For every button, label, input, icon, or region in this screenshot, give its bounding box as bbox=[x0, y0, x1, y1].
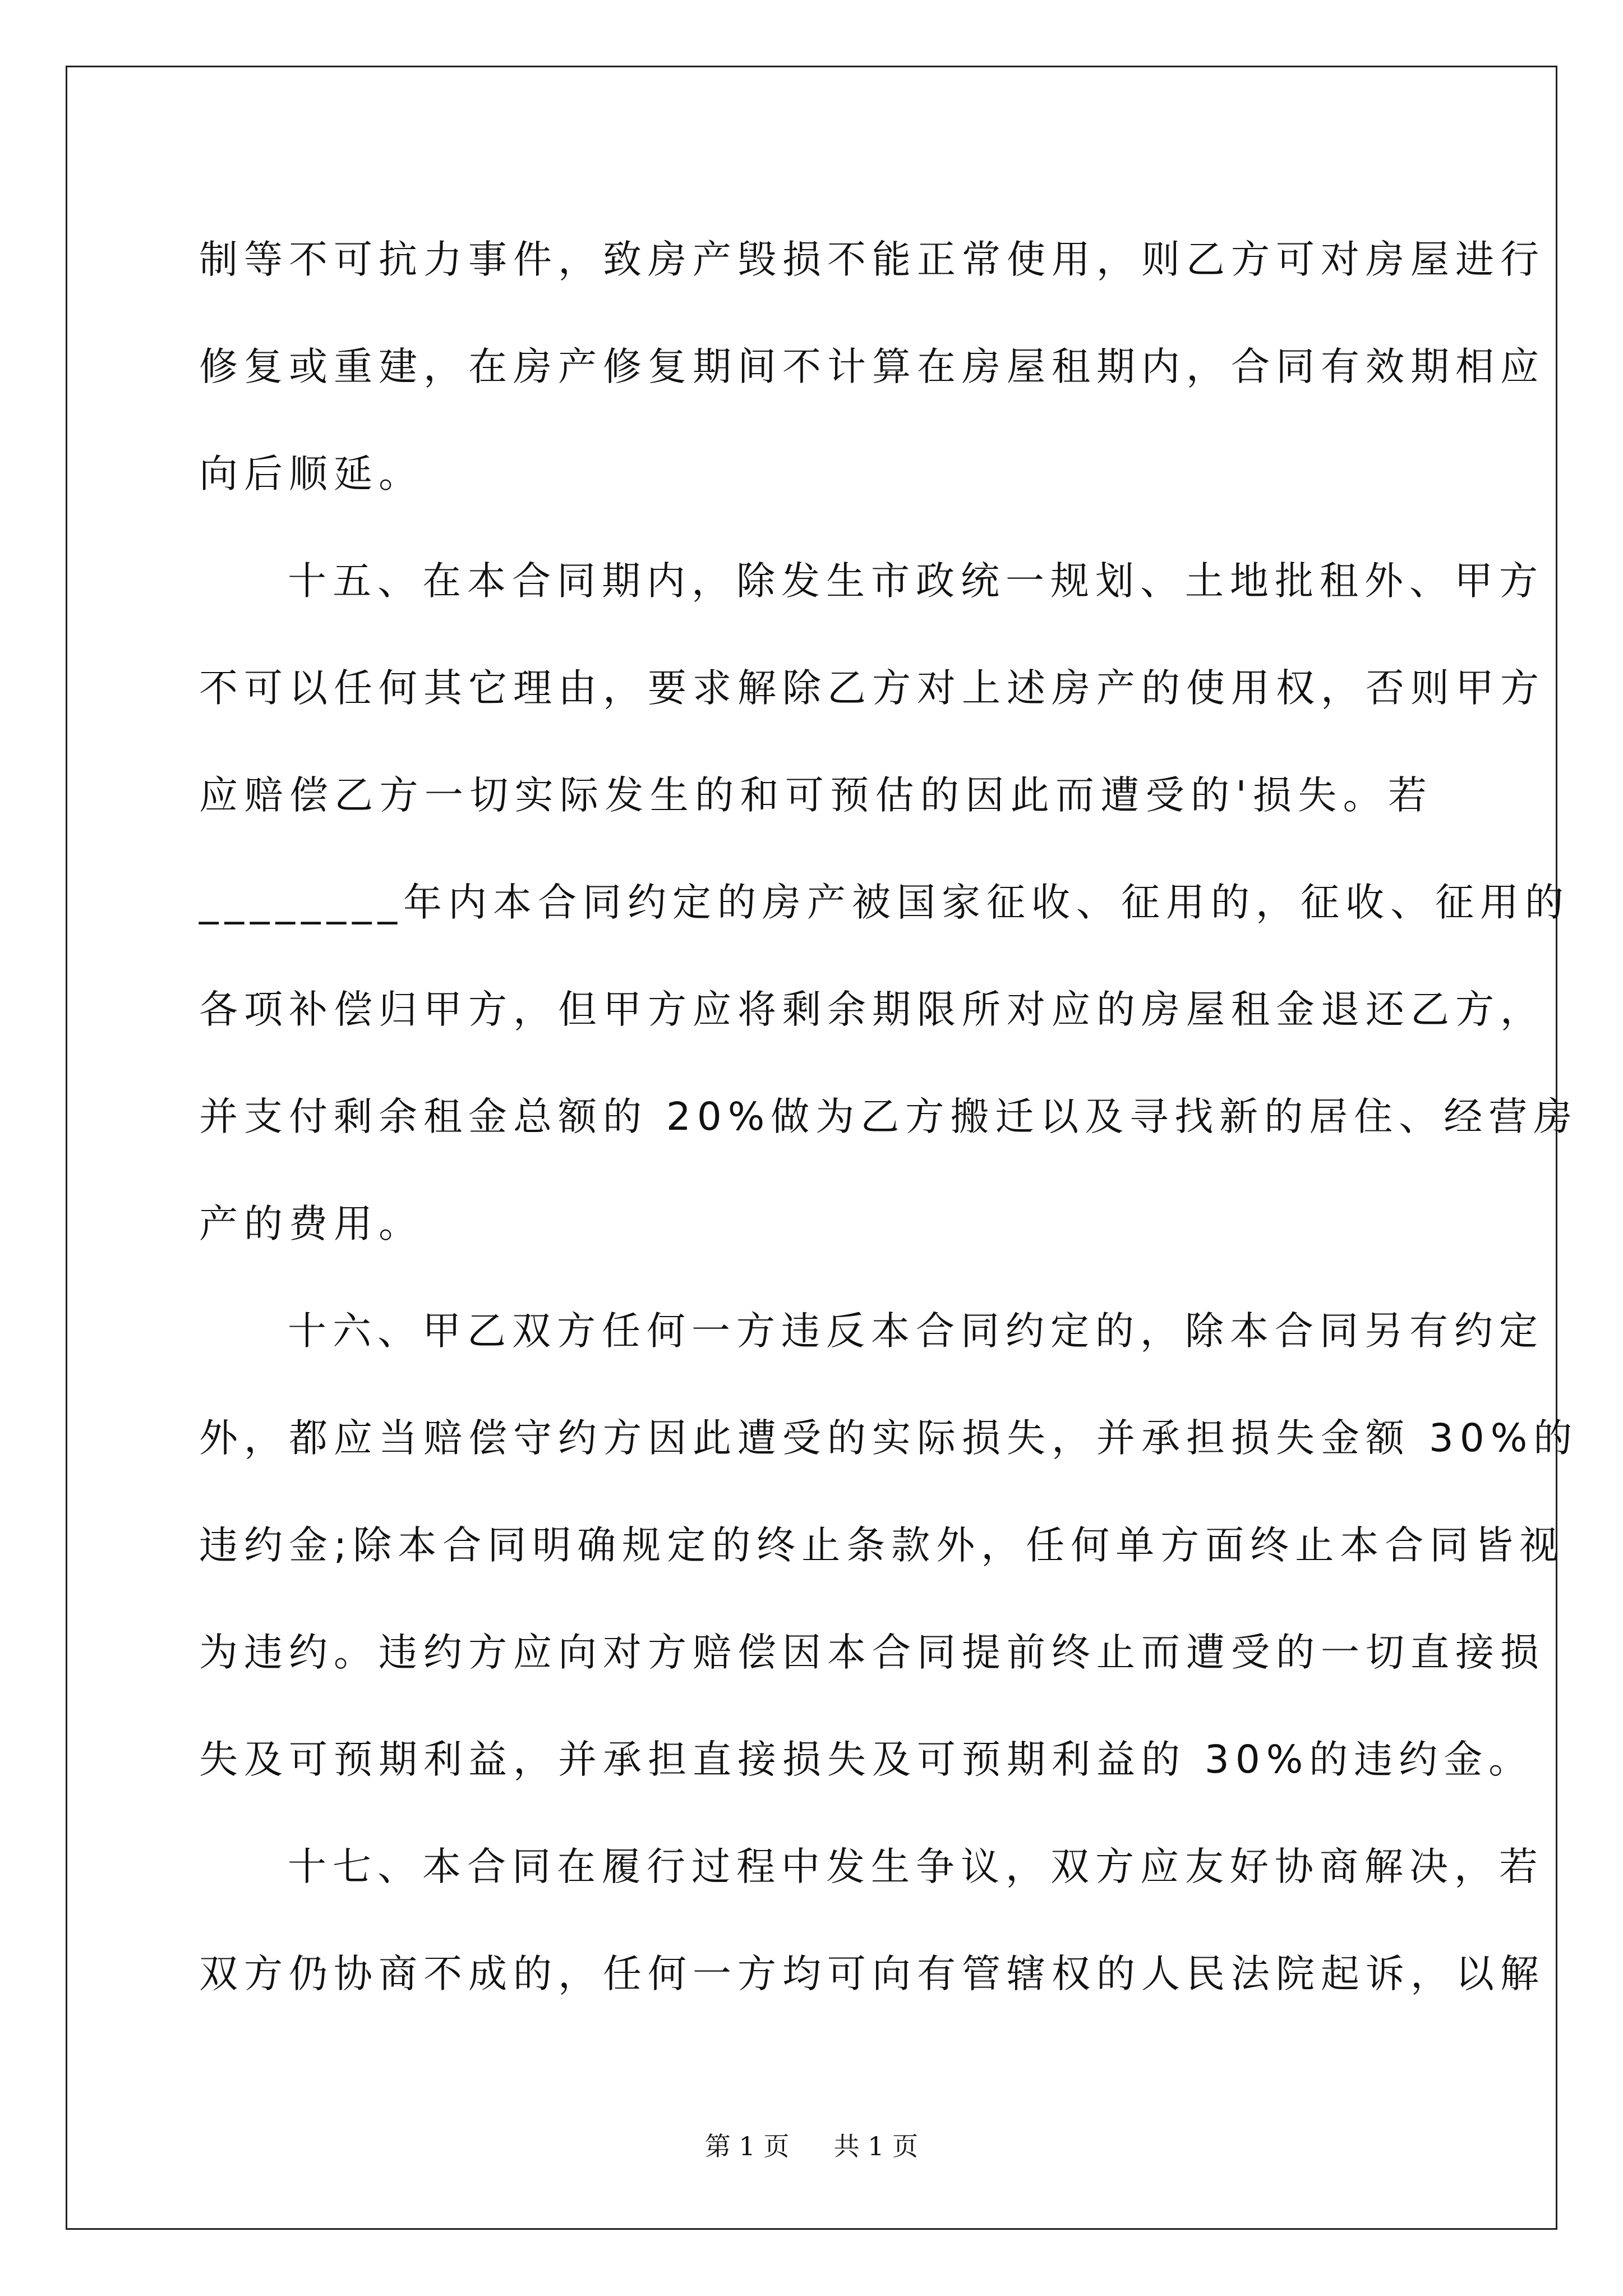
text-line: 为违约。违约方应向对方赔偿因本合同提前终止而遭受的一切直接损 bbox=[199, 1630, 1545, 1675]
text-line: ________年内本合同约定的房产被国家征收、征用的，征收、征用的 bbox=[199, 880, 1570, 925]
text-line: 十七、本合同在履行过程中发生争议，双方应友好协商解决，若 bbox=[288, 1844, 1544, 1889]
page-footer bbox=[0, 2126, 1623, 2163]
text-line: 向后顺延。 bbox=[199, 452, 423, 496]
text-line: 失及可预期利益，并承担直接损失及可预期利益的 30%的违约金。 bbox=[199, 1737, 1534, 1782]
text-line: 各项补偿归甲方，但甲方应将剩余期限所对应的房屋租金退还乙方， bbox=[199, 987, 1545, 1032]
text-line: 十五、在本合同期内，除发生市政统一规划、土地批租外、甲方 bbox=[288, 559, 1544, 604]
text-line: 十六、甲乙双方任何一方违反本合同约定的，除本合同另有约定 bbox=[288, 1309, 1544, 1354]
text-line: 双方仍协商不成的，任何一方均可向有管辖权的人民法院起诉，以解 bbox=[199, 1952, 1545, 1996]
text-line: 并支付剩余租金总额的 20%做为乙方搬迁以及寻找新的居住、经营房 bbox=[199, 1094, 1579, 1139]
page-number-label: 第 1 页 bbox=[704, 2131, 790, 2161]
text-line: 修复或重建，在房产修复期间不计算在房屋租期内，合同有效期相应 bbox=[199, 344, 1545, 389]
text-line: 外，都应当赔偿守约方因此遭受的实际损失，并承担损失金额 30%的 bbox=[199, 1416, 1579, 1461]
text-line: 违约金;除本合同明确规定的终止条款外，任何单方面终止本合同皆视 bbox=[199, 1523, 1565, 1568]
text-line: 应赔偿乙方一切实际发生的和可预估的因此而遭受的'损失。若 bbox=[199, 773, 1433, 818]
text-line: 产的费用。 bbox=[199, 1202, 423, 1246]
text-line: 不可以任何其它理由，要求解除乙方对上述房产的使用权，否则甲方 bbox=[199, 666, 1545, 711]
document-body bbox=[199, 206, 1579, 2028]
text-line: 制等不可抗力事件，致房产毁损不能正常使用，则乙方可对房屋进行 bbox=[199, 237, 1545, 282]
page-total-label: 共 1 页 bbox=[833, 2131, 919, 2161]
